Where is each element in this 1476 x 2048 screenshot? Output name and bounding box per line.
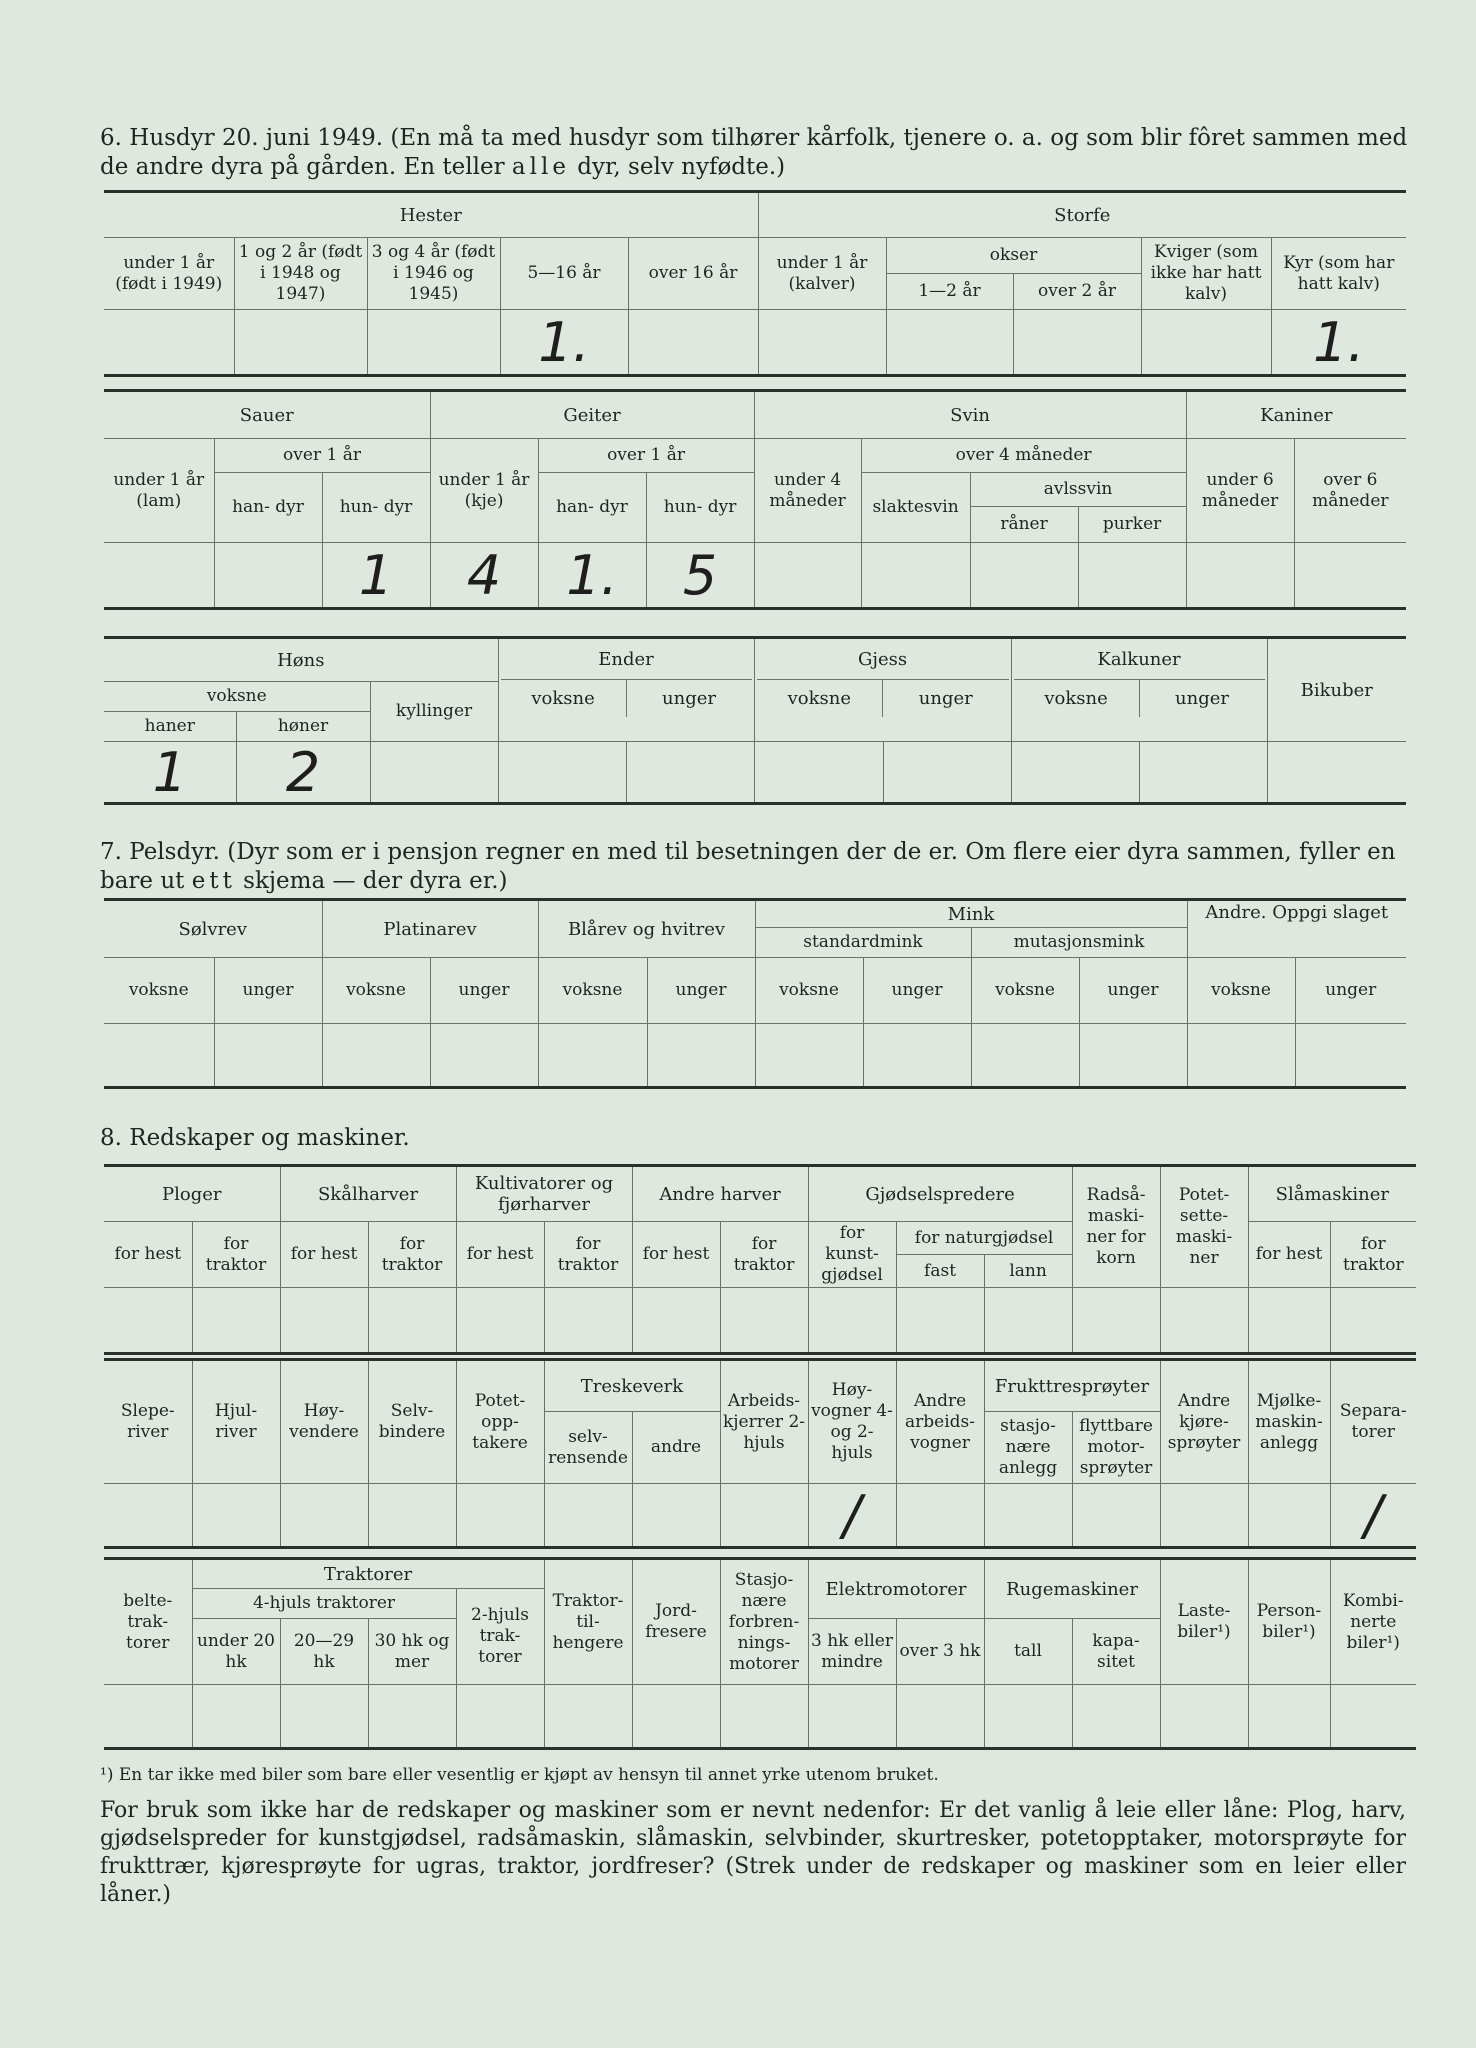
personbiler: Person- biler¹) [1248,1559,1330,1685]
skalharver-header: Skålharver [280,1166,456,1222]
okser-1-2: 1—2 år [886,274,1013,310]
cell-blarev-voksne [538,1024,647,1088]
elektro-over-3hk: over 3 hk [896,1619,984,1685]
blarev-voksne: voksne [538,958,647,1024]
blarev-unger: unger [647,958,755,1024]
stasjonaere: stasjo- nære anlegg [984,1412,1072,1484]
ruge-tall: tall [984,1619,1072,1685]
cell-mutasjonsmink-voksne [971,1024,1079,1088]
cell-raner [970,543,1078,609]
cell-r3-1 [104,1685,192,1749]
skalharver-traktor: for traktor [368,1222,456,1288]
table-redskaper-3 [104,1557,1416,1750]
gjodsel-kunst: for kunst- gjødsel [808,1222,896,1288]
skalharver-hest: for hest [280,1222,368,1288]
cell-hoyvogner: / [808,1484,896,1548]
section-7-title: 7. Pelsdyr. (Dyr som er i pensjon regner en med til besetningen der de er. Om flere eier dyra sammen, fyller en bare ut [100,839,1396,894]
cell-r2-13 [1160,1484,1248,1548]
sauer-over-1: over 1 år [214,439,430,473]
hoyvogner: Høy- vogner 4- og 2- hjuls [808,1360,896,1484]
cell-r1-12 [1072,1288,1160,1354]
hoyvendere: Høy- vendere [280,1360,368,1484]
table-hester-storfe [104,190,1406,377]
sauer-under-1: under 1 år (lam) [104,439,214,543]
arbeidsvogner: Andre arbeids- vogner [896,1360,984,1484]
sleperiver: Slepe- river [104,1360,192,1484]
cell-geiter-hundyr: 5 [646,543,754,609]
gjess-sub [757,679,1009,717]
standardmink: standardmink [755,928,971,958]
mutasjonsmink: mutasjonsmink [971,928,1187,958]
hester-header: Hester [104,192,758,238]
slamaskiner-header: Slåmaskiner [1248,1166,1416,1222]
cell-solvrev-unger [214,1024,322,1088]
cell-purker [1078,543,1186,609]
hester-3-4: 3 og 4 år (født i 1946 og 1945) [367,238,500,310]
okser-over-2: over 2 år [1013,274,1141,310]
blarev-header: Blårev og hvitrev [538,900,755,958]
section-8-title: 8. Redskaper og maskiner. [100,1125,410,1151]
geiter-over-1: over 1 år [538,439,754,473]
cell-haner: 1 [104,742,236,804]
cell-kalkuner-unger [1139,742,1267,804]
potetsette-header: Potet- sette- maski- ner [1160,1166,1248,1288]
selvrensende: selv- rensende [544,1412,632,1484]
kaniner-header: Kaniner [1186,391,1406,439]
jordfresere: Jord- fresere [632,1559,720,1685]
cell-gjess-unger [883,742,1011,804]
gjess-voksne: voksne [757,680,884,717]
cell-r1-13 [1160,1288,1248,1354]
platinarev-header: Platinarev [322,900,538,958]
cell-r3-13 [1160,1685,1248,1749]
cell-andre-voksne [1187,1024,1295,1088]
cell-r2-6 [544,1484,632,1548]
tohjuls: 2-hjuls trak- torer [456,1589,544,1685]
andre-unger: unger [1295,958,1406,1024]
ender-unger: unger [662,688,717,709]
fruktsproyter-header: Frukttresprøyter [984,1360,1160,1412]
cell-sauer-under-1 [104,543,214,609]
cell-r2-8 [720,1484,808,1548]
cell-platinarev-voksne [322,1024,430,1088]
kalkuner-voksne: voksne [1014,680,1140,717]
section-7-ett: ett [191,868,236,894]
hons-voksne: voksne [104,682,370,712]
cell-r3-9 [808,1685,896,1749]
cell-mutasjonsmink-unger [1079,1024,1187,1088]
cell-r3-14 [1248,1685,1330,1749]
cell-blarev-unger [647,1024,755,1088]
section-6-title: 6. Husdyr 20. juni 1949. (En må ta med husdyr som tilhører kårfolk, tjenere o. a. og som blir fôret sammen med de andre dyra på gården. En teller [100,125,1408,180]
section-6-alle: alle [511,154,570,180]
cell-r2-3 [280,1484,368,1548]
cell-r2-12 [1072,1484,1160,1548]
kultivatorer-traktor: for traktor [544,1222,632,1288]
gjodsel-natur: for naturgjødsel [896,1222,1072,1255]
ender-sub [501,679,752,717]
hester-1-2: 1 og 2 år (født i 1948 og 1947) [234,238,367,310]
gjess-title: Gjess [857,649,908,670]
gjess-unger: unger [918,688,973,709]
traktorer-header: Traktorer [192,1559,544,1589]
cell-andre-unger [1295,1024,1406,1088]
beltetraktorer: belte- trak- torer [104,1559,192,1685]
table-pelsdyr [104,898,1406,1089]
kviger-header: Kviger (som ikke har hatt kalv) [1141,238,1271,310]
cell-r3-6 [544,1685,632,1749]
kjoresproyter: Andre kjøre- sprøyter [1160,1360,1248,1484]
slamaskiner-traktor: for traktor [1330,1222,1416,1288]
cell-hester-3-4 [367,310,500,376]
cell-gjess-voksne [754,742,883,804]
radsa-header: Radså- maski- ner for korn [1072,1166,1160,1288]
cell-r1-15 [1330,1288,1416,1354]
hons-header: Høns [104,638,498,682]
cell-separatorer: / [1330,1484,1416,1548]
separatorer: Separa- torer [1330,1360,1416,1484]
cell-svin-under-4 [754,543,861,609]
cell-r3-8 [720,1685,808,1749]
hk-20-29: 20—29 hk [280,1619,368,1685]
under-20hk: under 20 hk [192,1619,280,1685]
geiter-header: Geiter [430,391,754,439]
cell-storfe-under-1 [758,310,886,376]
cell-sauer-handyr [214,543,322,609]
cell-slaktesvin [861,543,970,609]
geiter-under-1: under 1 år (kje) [430,439,538,543]
section-6-title-end: dyr, selv nyfødte.) [577,154,786,180]
standardmink-voksne: voksne [755,958,863,1024]
selvbindere: Selv- bindere [368,1360,456,1484]
cell-solvrev-voksne [104,1024,214,1088]
svin-header: Svin [754,391,1186,439]
avlssvin: avlssvin [970,473,1186,507]
cell-okser-1-2 [886,310,1013,376]
cell-r2-4 [368,1484,456,1548]
cell-r2-2 [192,1484,280,1548]
kyr-header: Kyr (som har hatt kalv) [1271,238,1406,310]
potetopptakere: Potet- opp- takere [456,1360,544,1484]
ender-title: Ender [598,649,654,670]
kalkuner-header [1011,638,1267,742]
ploger-traktor: for traktor [192,1222,280,1288]
table-redskaper-1 [104,1164,1416,1355]
cell-r1-10 [896,1288,984,1354]
cell-kaniner-under-6 [1186,543,1294,609]
okser-header: okser [886,238,1141,274]
andre-voksne: voksne [1187,958,1295,1024]
hester-under-1: under 1 år (født i 1949) [104,238,234,310]
section-7-heading [100,838,1410,896]
rental-paragraph: For bruk som ikke har de redskaper og maskiner som er nevnt nedenfor: Er det vanlig å leie eller låne: Plog, harv, gjødselspreder for kunstgjødsel, radsåmaskin, slåmaskin, selvbinder, skurtresker, potetopptaker, motorsprøyte for frukttrær, kjøresprøyte for ugras, traktor, jordfreser? (Strek under de redskaper og maskiner som en leier eller låner.) [100,1798,1406,1907]
cell-r3-5 [456,1685,544,1749]
treskeverk-header: Treskeverk [544,1360,720,1412]
section-6-heading [100,124,1410,182]
andre-header: Andre. Oppgi slaget [1187,900,1406,958]
kalkuner-sub [1014,679,1265,717]
firehjuls-header: 4-hjuls traktorer [192,1589,456,1619]
cell-r1-4 [368,1288,456,1354]
slaktesvin: slaktesvin [861,473,970,543]
kaniner-over-6: over 6 måneder [1294,439,1406,543]
cell-r3-12 [1072,1685,1160,1749]
cell-r2-11 [984,1484,1072,1548]
cell-r1-1 [104,1288,192,1354]
gjodsel-lann: lann [984,1255,1072,1288]
table-sauer-geiter-svin-kaniner [104,389,1406,610]
tilhengere: Traktor- til- hengere [544,1559,632,1685]
cell-hester-1-2 [234,310,367,376]
hester-5-16: 5—16 år [500,238,628,310]
cell-r1-7 [632,1288,720,1354]
table-fjorfe-bikuber [104,636,1406,805]
cell-r1-6 [544,1288,632,1354]
platinarev-unger: unger [430,958,538,1024]
cell-r3-7 [632,1685,720,1749]
cell-sauer-hundyr: 1 [322,543,430,609]
rugemaskiner-header: Rugemaskiner [984,1559,1160,1619]
cell-r3-3 [280,1685,368,1749]
cell-r1-11 [984,1288,1072,1354]
ruge-kapasitet: kapa- sitet [1072,1619,1160,1685]
solvrev-header: Sølvrev [104,900,322,958]
cell-r3-2 [192,1685,280,1749]
standardmink-unger: unger [863,958,971,1024]
cell-standardmink-voksne [755,1024,863,1088]
haner: haner [104,712,236,742]
stasjonare-motorer: Stasjo- nære forbren- nings- motorer [720,1559,808,1685]
cell-hester-5-16: 1. [500,310,628,376]
kyllinger: kyllinger [370,682,498,742]
cell-bikuber [1267,742,1406,804]
raner: råner [970,507,1078,543]
section-7-title-end: skjema — der dyra er.) [243,868,508,894]
cell-r3-10 [896,1685,984,1749]
elektro-3hk: 3 hk eller mindre [808,1619,896,1685]
cell-okser-over-2 [1013,310,1141,376]
cell-r1-5 [456,1288,544,1354]
gjodsel-fast: fast [896,1255,984,1288]
cell-r2-10 [896,1484,984,1548]
solvrev-voksne: voksne [104,958,214,1024]
cell-hester-over-16 [628,310,758,376]
kultivatorer-hest: for hest [456,1222,544,1288]
footnote: ¹) En tar ikke med biler som bare eller vesentlig er kjøpt av hensyn til annet yrke utenom bruket. [100,1765,939,1785]
cell-r3-4 [368,1685,456,1749]
cell-r2-5 [456,1484,544,1548]
cell-honer: 2 [236,742,370,804]
hk-30-mer: 30 hk og mer [368,1619,456,1685]
cell-r2-1 [104,1484,192,1548]
cell-kalkuner-voksne [1011,742,1139,804]
gjodsel-header: Gjødselspredere [808,1166,1072,1222]
hester-over-16: over 16 år [628,238,758,310]
treskeverk-andre: andre [632,1412,720,1484]
bikuber-header: Bikuber [1267,638,1406,742]
cell-r1-2 [192,1288,280,1354]
cell-r2-14 [1248,1484,1330,1548]
cell-standardmink-unger [863,1024,971,1088]
table-redskaper-2 [104,1358,1416,1549]
cell-ender-unger [626,742,754,804]
kultivatorer-header: Kultivatorer og fjørharver [456,1166,632,1222]
mjolke: Mjølke- maskin- anlegg [1248,1360,1330,1484]
cell-hester-under-1 [104,310,234,376]
arbeidskjerrer: Arbeids- kjerrer 2-hjuls [720,1360,808,1484]
cell-kyllinger [370,742,498,804]
flyttbare: flyttbare motor- sprøyter [1072,1412,1160,1484]
andre-harver-traktor: for traktor [720,1222,808,1288]
honer: høner [236,712,370,742]
lastebiler: Laste- biler¹) [1160,1559,1248,1685]
mutasjonsmink-unger: unger [1079,958,1187,1024]
purker: purker [1078,507,1186,543]
ploger-hest: for hest [104,1222,192,1288]
svin-over-4: over 4 måneder [861,439,1186,473]
cell-geiter-under-1: 4 [430,543,538,609]
hjulriver: Hjul- river [192,1360,280,1484]
cell-kviger [1141,310,1271,376]
svin-under-4: under 4 måneder [754,439,861,543]
elektromotorer-header: Elektromotorer [808,1559,984,1619]
cell-r3-11 [984,1685,1072,1749]
platinarev-voksne: voksne [322,958,430,1024]
andre-harver-hest: for hest [632,1222,720,1288]
ploger-header: Ploger [104,1166,280,1222]
cell-ender-voksne [498,742,626,804]
kalkuner-title: Kalkuner [1097,649,1181,670]
ender-header [498,638,754,742]
solvrev-unger: unger [214,958,322,1024]
cell-kaniner-over-6 [1294,543,1406,609]
cell-r1-8 [720,1288,808,1354]
kaniner-under-6: under 6 måneder [1186,439,1294,543]
section-8-heading [100,1124,1410,1153]
storfe-under-1: under 1 år (kalver) [758,238,886,310]
cell-r3-15 [1330,1685,1416,1749]
kalkuner-unger: unger [1175,688,1230,709]
cell-r1-14 [1248,1288,1330,1354]
geiter-hundyr: hun- dyr [646,473,754,543]
slamaskiner-hest: for hest [1248,1222,1330,1288]
kombinerte: Kombi- nerte biler¹) [1330,1559,1416,1685]
sauer-handyr: han- dyr [214,473,322,543]
sauer-hundyr: hun- dyr [322,473,430,543]
mutasjonsmink-voksne: voksne [971,958,1079,1024]
cell-r2-7 [632,1484,720,1548]
storfe-header: Storfe [758,192,1406,238]
cell-kyr: 1. [1271,310,1406,376]
cell-r1-9 [808,1288,896,1354]
cell-r1-3 [280,1288,368,1354]
geiter-handyr: han- dyr [538,473,646,543]
mink-header: Mink [755,900,1187,928]
cell-geiter-handyr: 1. [538,543,646,609]
gjess-header [754,638,1011,742]
andre-harver-header: Andre harver [632,1166,808,1222]
sauer-header: Sauer [104,391,430,439]
cell-platinarev-unger [430,1024,538,1088]
ender-voksne: voksne [501,680,627,717]
